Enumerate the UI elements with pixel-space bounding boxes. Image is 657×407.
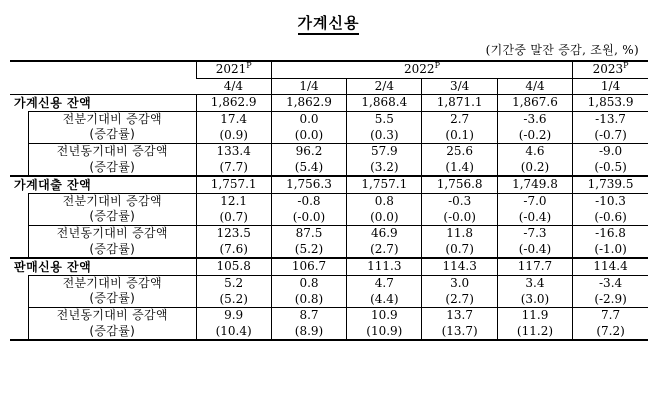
change-amount-cell: 0.8 [347,193,422,209]
change-amount-cell: -7.3 [497,225,572,241]
header-row-years [10,61,648,78]
change-amount-cell: 0.0 [271,111,346,127]
change-amount-cell: 7.7 [573,307,648,323]
change-amount-row [10,143,648,159]
balance-cell: 1,756.3 [271,176,346,193]
change-rate-cell: (7.7) [196,160,271,177]
change-rate-cell: (13.7) [422,324,497,341]
change-amount-cell: -7.0 [497,193,572,209]
rate-label: (증감률) [28,291,196,307]
change-rate-cell: (0.2) [497,160,572,177]
change-amount-cell: -0.8 [271,193,346,209]
change-label: 전년동기대비 증감액 [28,143,196,159]
change-rate-cell: (10.9) [347,324,422,341]
rate-label: (증감률) [28,324,196,340]
change-amount-cell: -13.7 [573,111,648,127]
change-rate-cell: (7.2) [573,324,648,341]
change-rate-cell: (0.8) [271,291,346,307]
change-amount-cell: 3.4 [497,275,572,291]
change-rate-cell: (-0.4) [497,242,572,259]
change-amount-cell: 11.8 [422,225,497,241]
change-rate-row [10,209,648,225]
balance-cell: 1,862.9 [271,95,346,112]
section-label: 판매신용 잔액 [10,258,196,275]
change-rate-cell: (-0.4) [497,209,572,225]
change-label: 전분기대비 증감액 [28,111,196,127]
change-rate-cell: (5.2) [196,291,271,307]
change-amount-cell: 123.5 [196,225,271,241]
change-label-cell [10,111,196,127]
change-rate-cell: (0.3) [347,127,422,143]
balance-cell: 1,862.9 [196,95,271,112]
change-amount-row [10,225,648,241]
balance-cell: 1,868.4 [347,95,422,112]
quarter-header: 1/4 [573,78,648,95]
change-rate-cell: (-0.0) [422,209,497,225]
balance-cell: 117.7 [497,258,572,275]
change-label-cell [10,307,196,323]
balance-cell: 1,749.8 [497,176,572,193]
change-label-cell [10,193,196,209]
rate-label-cell [10,127,196,143]
change-rate-cell: (-0.0) [271,209,346,225]
quarter-header: 3/4 [422,78,497,95]
balance-cell: 105.8 [196,258,271,275]
household-credit-table [10,60,648,341]
change-rate-cell: (-0.6) [573,209,648,225]
change-rate-cell: (8.9) [271,324,346,341]
balance-cell: 1,757.1 [347,176,422,193]
change-rate-cell: (-0.7) [573,127,648,143]
rate-label: (증감률) [28,209,196,225]
change-amount-cell: 57.9 [347,143,422,159]
rate-label: (증감률) [28,160,196,176]
change-amount-cell: 12.1 [196,193,271,209]
change-amount-cell: 46.9 [347,225,422,241]
change-amount-cell: 5.2 [196,275,271,291]
change-amount-cell: -9.0 [573,143,648,159]
section-label: 가계신용 잔액 [14,95,92,110]
change-amount-row [10,111,648,127]
change-rate-cell: (0.9) [196,127,271,143]
change-rate-cell: (5.4) [271,160,346,177]
change-rate-cell: (-0.2) [497,127,572,143]
change-rate-cell: (3.0) [497,291,572,307]
change-label: 전분기대비 증감액 [28,193,196,209]
quarter-header: 4/4 [497,78,572,95]
change-rate-cell: (3.2) [347,160,422,177]
change-rate-cell: (11.2) [497,324,572,341]
change-amount-cell: 8.7 [271,307,346,323]
change-amount-cell: 4.6 [497,143,572,159]
change-amount-cell: 13.7 [422,307,497,323]
change-amount-cell: 10.9 [347,307,422,323]
change-label-cell [10,275,196,291]
change-rate-cell: (0.7) [422,242,497,259]
change-amount-cell: 25.6 [422,143,497,159]
change-amount-row [10,193,648,209]
balance-cell: 1,867.6 [497,95,572,112]
rate-label-cell [10,242,196,259]
rate-label-cell [10,160,196,177]
rate-label: (증감률) [28,127,196,143]
year-header-2021: $2021^P$ [196,61,271,78]
balance-cell: 1,871.1 [422,95,497,112]
year-header-2023: $2023^P$ [573,61,648,78]
change-rate-cell: (-0.5) [573,160,648,177]
rate-label: (증감률) [28,242,196,258]
change-label: 전분기대비 증감액 [28,275,196,291]
change-rate-cell: (7.6) [196,242,271,259]
change-rate-cell: (2.7) [422,291,497,307]
change-amount-cell: -16.8 [573,225,648,241]
change-label: 전년동기대비 증감액 [28,225,196,241]
change-rate-row [10,160,648,177]
change-label: 전년동기대비 증감액 [28,307,196,323]
section-label: 가계대출 잔액 [10,176,196,193]
change-rate-cell: (0.0) [271,127,346,143]
balance-cell: 114.4 [573,258,648,275]
change-rate-cell: (-1.0) [573,242,648,259]
balance-cell: 1,853.9 [573,95,648,112]
change-rate-cell: (-2.9) [573,291,648,307]
change-label-cell [10,143,196,159]
change-rate-row [10,127,648,143]
change-rate-cell: (0.0) [347,209,422,225]
balance-cell: 1,756.8 [422,176,497,193]
change-rate-cell: (0.1) [422,127,497,143]
change-rate-cell: (1.4) [422,160,497,177]
title-text: 가계신용 [298,14,360,35]
change-amount-cell: 9.9 [196,307,271,323]
quarter-header: 4/4 [196,78,271,95]
section-row [10,258,648,275]
balance-cell: 106.7 [271,258,346,275]
change-rate-row [10,291,648,307]
balance-cell: 1,757.1 [196,176,271,193]
change-rate-row [10,324,648,341]
section-row [10,176,648,193]
page-title [0,12,657,33]
header-corner-cell [10,61,196,95]
change-amount-row [10,307,648,323]
change-amount-cell: 133.4 [196,143,271,159]
year-header-2022: $2022^P$ [271,61,572,78]
change-amount-cell: -3.6 [497,111,572,127]
rate-label-cell [10,291,196,307]
change-amount-cell: 2.7 [422,111,497,127]
change-amount-cell: 4.7 [347,275,422,291]
change-rate-cell: (10.4) [196,324,271,341]
balance-cell: 114.3 [422,258,497,275]
quarter-header: 2/4 [347,78,422,95]
section-row [10,95,648,112]
change-amount-cell: -10.3 [573,193,648,209]
change-amount-cell: -0.3 [422,193,497,209]
rate-label-cell [10,209,196,225]
change-amount-cell: 11.9 [497,307,572,323]
change-amount-cell: -3.4 [573,275,648,291]
change-rate-cell: (4.4) [347,291,422,307]
balance-cell: 1,739.5 [573,176,648,193]
change-amount-row [10,275,648,291]
change-amount-cell: 0.8 [271,275,346,291]
table-body [10,61,648,340]
change-rate-cell: (2.7) [347,242,422,259]
change-amount-cell: 5.5 [347,111,422,127]
change-amount-cell: 96.2 [271,143,346,159]
unit-note: (기간중 말잔 증감, 조원, %) [485,43,639,57]
balance-cell: 111.3 [347,258,422,275]
change-rate-cell: (5.2) [271,242,346,259]
change-rate-cell: (0.7) [196,209,271,225]
change-amount-cell: 87.5 [271,225,346,241]
change-amount-cell: 17.4 [196,111,271,127]
change-amount-cell: 3.0 [422,275,497,291]
quarter-header: 1/4 [271,78,346,95]
change-rate-row [10,242,648,259]
rate-label-cell [10,324,196,341]
change-label-cell [10,225,196,241]
